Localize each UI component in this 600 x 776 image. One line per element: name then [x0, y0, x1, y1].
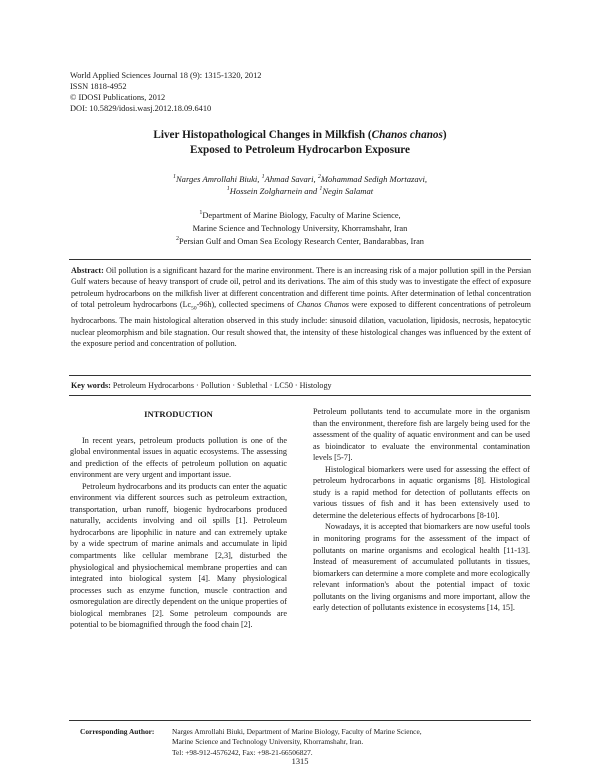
- author-list: [0, 173, 600, 197]
- corresponding-author: [80, 727, 540, 758]
- left-column: [70, 410, 287, 631]
- affiliations: [0, 209, 600, 248]
- affiliation-1: $^1$Department of Marine Biology, Faculty of Marine Science,: [199, 210, 401, 220]
- issn: ISSN 1818-4952: [70, 82, 127, 91]
- author-name: Mohammad Sedigh Mortazavi,: [320, 174, 428, 184]
- abstract-species: Chanos Chanos: [296, 300, 349, 310]
- title-species: Chanos chanos: [371, 129, 443, 141]
- author-name: Negin Salamat: [322, 186, 374, 196]
- divider-top: [69, 259, 531, 260]
- journal-citation: World Applied Sciences Journal 18 (9): 1315-1320, 2012: [70, 71, 262, 80]
- right-column: [313, 406, 530, 614]
- paragraph: Petroleum hydrocarbons and its products can enter the aquatic environment via different sources such as petroleum extraction, transportation, urban runoff, biogenic hydrocarbons produced naturally, accidents involving and oil spills [1]. Petroleum hydrocarbons are lipophilic in nature and can extremely uptake by a wide spectrum of marine animals and accumulate in lipid compartments like cellular membrane [2,3], disturbed the physiological and physiochemical membrane properties and can integrated into biological system [4]. Many physiological processes such as enzyme function, muscle contraction and osmoregulation are directly dependent on the unique properties of biological membranes [2]. Some petroleum compounds are potential to be biomagnified through the food chain [2].: [70, 481, 287, 630]
- affiliation-2: $^2$Persian Gulf and Oman Sea Ecology Research Center, Bandarabbas, Iran: [175, 236, 424, 246]
- divider-keywords: [69, 395, 531, 396]
- doi: DOI: 10.5829/idosi.wasj.2012.18.09.6410: [70, 104, 212, 113]
- paragraph: Histological biomarkers were used for assessing the effect of petroleum hydrocarbons in aquatic organisms [8]. Histological study is a rapid method for detection of pollutants effects on various tissues of fish and it has been extensively used to determine the deleterious effects of hydrocarbons [8-10].: [313, 464, 530, 520]
- paper-title: [0, 128, 600, 158]
- title-line-1: Liver Histopathological Changes in Milkfish (Chanos chanos): [153, 129, 447, 141]
- abstract: Abstract: Oil pollution is a significant hazard for the marine environment. There is an increasing risk of a major pollution spill in the Persian Gulf waters because of heavy transport of crude oil, petrol and its derivations. The aim of this study was to investigate the effect of exposure petroleum hydrocarbons on the milkfish liver at different concentration and different time points. After determination of lethal concentration of total petroleum hydrocarbons $(Lc_{50}-96h)$, collected specimens of Chanos Chanos were exposed to different concentrations of petroleum hydrocarbons. The main histological alteration observed in this study include: sinusoid dilation, vacuolation, lipidosis, necrosis, hepatocytic nuclear pleomorphism and bile stagnation. Our result showed that, the intensity of these histological changes was influenced by the extent of the exposure period and concentration of pollution.: [71, 266, 531, 349]
- affiliation-1-cont: Marine Science and Technology University, Khorramshahr, Iran: [192, 224, 408, 233]
- journal-header: [70, 70, 261, 114]
- author-name: Ahmad Savari,: [264, 174, 318, 184]
- corresponding-contact: Tel: +98-912-4576242, Fax: +98-21-66506827.: [172, 747, 313, 757]
- abstract-label: Abstract:: [71, 266, 104, 275]
- section-heading-introduction: INTRODUCTION: [144, 409, 213, 419]
- corresponding-line: Narges Amrollahi Biuki, Department of Marine Biology, Faculty of Marine Science,: [172, 727, 422, 736]
- copyright: © IDOSI Publications, 2012: [70, 93, 166, 102]
- keywords-label: Key words:: [71, 381, 111, 390]
- author-line-1: $^1$Narges Amrollahi Biuki, $^1$Ahmad Savari, $^2$Mohammad Sedigh Mortazavi,: [172, 174, 428, 184]
- divider-footer: [69, 720, 531, 721]
- page-number: 1315: [291, 757, 309, 766]
- author-line-2: $^1$Hossein Zolgharnein and $^1$Negin Salamat: [226, 186, 374, 196]
- paragraph: Nowadays, it is accepted that biomarkers are now useful tools in monitoring programs for the assessment of the impact of pollutants on marine organisms and ecological health [11-13]. Instead of measurement of accumulated pollutants in tissues, biomarkers can determine a more complete and more ecologically relevant information's about the potential impact of toxic pollutants on the living organisms and more important, allow the early detection of pollutants existence in ecosystems [14, 15].: [313, 522, 530, 613]
- title-line-2: Exposed to Petroleum Hydrocarbon Exposure: [189, 144, 411, 156]
- keywords-text: Petroleum Hydrocarbons · Pollution · Sublethal · LC50 · Histology: [110, 381, 332, 390]
- keywords: [71, 380, 531, 391]
- paragraph: In recent years, petroleum products pollution is one of the global environmental issues in aquatic ecosystems. The assessing and prediction of the effects of petroleum pollution on aquatic environment are very urgent and important issue.: [70, 435, 287, 480]
- divider-middle: [69, 375, 531, 376]
- author-name: Narges Amrollahi Biuki,: [175, 174, 262, 184]
- paragraph: Petroleum pollutants tend to accumulate more in the organism than the environment, therefore fish are largely being used for the assessment of the quality of aquatic environment and can be used as bioindicator to evaluate the environmental contamination levels [5-7].: [313, 407, 530, 463]
- corresponding-label: Corresponding Author:: [80, 727, 155, 736]
- corresponding-line: Marine Science and Technology University, Khorramshahr, Iran.: [172, 737, 364, 747]
- author-name: Hossein Zolgharnein: [229, 186, 303, 196]
